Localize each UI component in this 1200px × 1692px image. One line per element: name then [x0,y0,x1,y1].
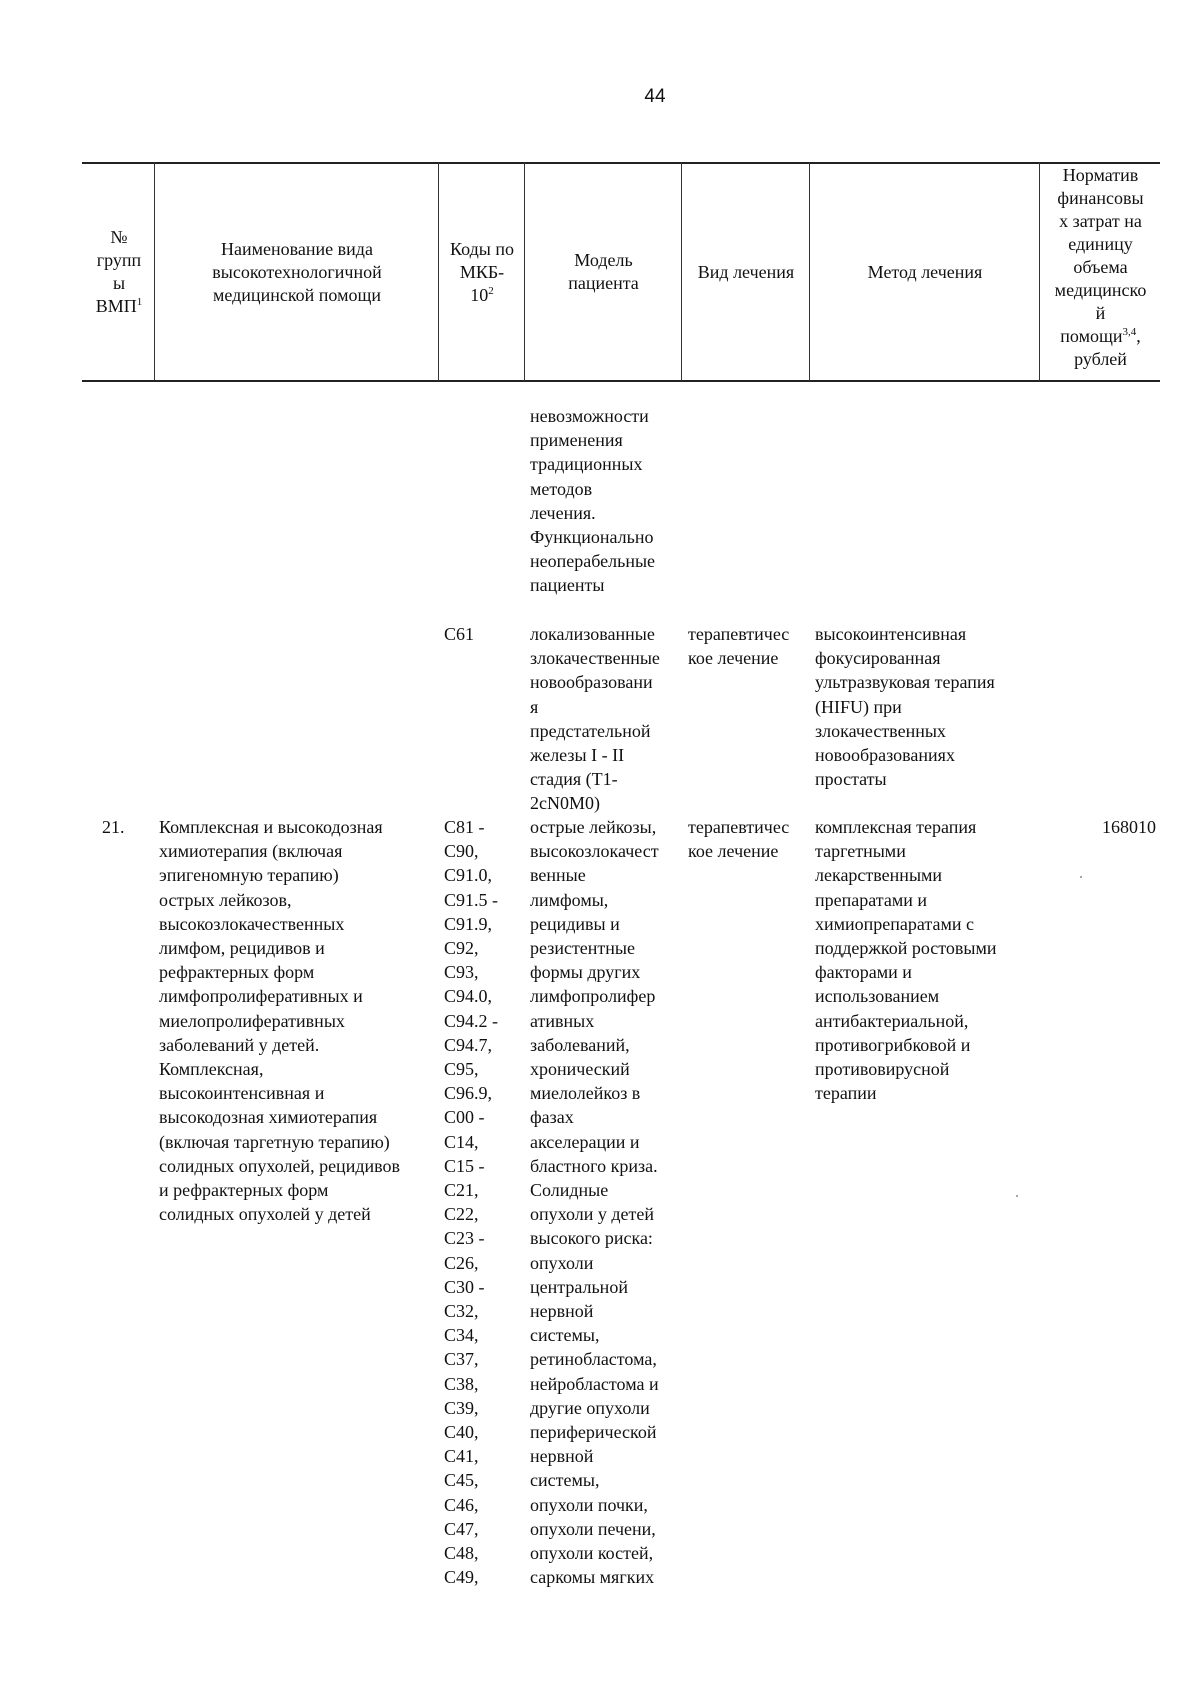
cell-line: C41, [444,1446,479,1467]
cell-line: противогрибковой и [815,1034,971,1055]
cell-line: нейробластома и [530,1373,659,1394]
cell-line: C46, [444,1494,479,1515]
cell-line: препаратами и [815,889,927,910]
cell-line: противовирусной [815,1059,950,1080]
header-treatment-method [811,164,1039,380]
cell-line: я [530,696,539,717]
cell-line: железы I - II [530,745,625,766]
cell-line: химиопрепаратами с [815,913,975,934]
footnote-marker: 1 [136,296,143,308]
header-text: медицинско [1054,280,1147,300]
header-text: ВМП [95,296,137,316]
cell-line: (включая таргетную терапию) [159,1131,390,1152]
cell-line: солидных опухолей, рецидивов [159,1155,400,1176]
cell-line: C37, [444,1349,479,1370]
header-text: помощи [1060,326,1123,346]
cell-line: ативных [530,1010,595,1031]
cell-line: солидных опухолей у детей [159,1204,371,1225]
cell-line: формы других [530,962,641,983]
cell-line: комплексная терапия [815,817,977,837]
cell-line: использованием [815,986,940,1007]
cell-line: невозможности [530,406,649,426]
scan-speck [1080,876,1082,878]
cell-line: опухоли [530,1252,594,1273]
header-text: Коды по [450,238,514,259]
header-text: Наименование вида [221,238,373,259]
cell-line: другие опухоли [530,1397,650,1418]
cell-line: C81 - [444,817,485,837]
cell-line: ретинобластома, [530,1349,657,1370]
cell-line: терапевтичес [688,624,790,644]
cell-line: рефрактерных форм [159,962,315,983]
header-icd-codes [440,164,524,380]
cell-line: C48, [444,1543,479,1564]
header-text: единицу [1068,234,1133,254]
footnote-marker: 3,4 [1122,326,1137,338]
header-cost-norm: Норматив финансовы х затрат на единицу объема медицинско й помощи$^{3,4}$, рублей [1054,165,1147,369]
cell-line: миелолейкоз в [530,1083,641,1104]
cell-line: C21, [444,1180,479,1201]
cell-line: методов [530,478,593,499]
cell-line: Функционально [530,527,654,548]
cell-line: заболеваний, [530,1034,630,1055]
cell-line: высокозлокачественных [159,913,345,934]
cell-line: C90, [444,841,479,862]
cell-line: кое лечение [688,648,779,669]
cell-line: C15 - [444,1155,485,1176]
cell-line: лекарственными [815,865,943,886]
cell-line: C92, [444,938,479,959]
header-group-number [84,164,154,380]
header-text: й [1095,303,1106,323]
header-text: 10 [470,284,489,305]
cell-line: высокоинтенсивная [815,624,967,644]
header-text: рублей [1074,349,1127,369]
cell-line: акселерации и [530,1131,640,1152]
cell-line: и рефрактерных форм [159,1180,329,1201]
table-header-bottom-rule [82,380,1160,382]
header-text: х затрат на [1059,211,1142,231]
cell-line: высокодозная химиотерапия [159,1107,378,1128]
cell-line: C93, [444,962,479,983]
header-patient-model [526,164,681,380]
cell-line: C14, [444,1131,479,1152]
row-2-icd-codes [444,815,524,1590]
cell-line: злокачественных [815,720,946,741]
cell-line: нервной [530,1446,594,1467]
cell-line: фазах [530,1107,574,1128]
cell-line: опухоли костей, [530,1543,654,1564]
cell-line: Комплексная и высокодозная [159,817,383,837]
header-text: высокотехнологичной [212,261,382,282]
cell-line: C45, [444,1470,479,1491]
cell-line: опухоли у детей [530,1204,654,1225]
header-text: ы [112,273,126,293]
cell-line: высокоинтенсивная и [159,1083,325,1104]
cell-line: C94.0, [444,986,493,1007]
footnote-marker: 2 [488,284,494,297]
header-text: пациента [568,273,639,293]
cell-line: злокачественные [530,648,660,669]
header-text: групп [96,250,142,270]
cell-line: C96.9, [444,1083,493,1104]
cell-line: C91.0, [444,865,493,886]
cell-line: заболеваний у детей. [159,1034,320,1055]
cell-line: лимфопролиферативных и [159,986,363,1007]
header-text: № [110,227,128,247]
cell-line: миелопролиферативных [159,1010,345,1031]
cell-line: C61 [444,624,475,644]
cell-line: венные [530,865,586,886]
cell-line: стадия (T1- [530,769,618,790]
cell-line: лечения. [530,502,596,523]
cell-line: C39, [444,1397,479,1418]
row-2-patient-model [530,815,680,1590]
header-treatment-type [683,164,809,380]
cell-line: C23 - [444,1228,485,1249]
cell-line: таргетными [815,841,906,862]
cell-line: ультразвуковая терапия [815,672,995,693]
cell-line: нервной [530,1301,594,1322]
cell-line: новообразованиях [815,745,955,766]
page-number: 44 [644,86,666,107]
header-text: финансовы [1057,188,1144,208]
cell-line: C91.9, [444,913,493,934]
cell-line: высокозлокачест [530,841,659,862]
cell-line: C94.2 - [444,1010,498,1031]
header-text: Модель [574,250,633,270]
cell-line: применения [530,430,623,451]
cell-line: C32, [444,1301,479,1322]
cell-line: C38, [444,1373,479,1394]
cell-line: антибактериальной, [815,1010,969,1031]
cell-line: фокусированная [815,648,941,669]
cell-line: лимфом, рецидивов и [159,938,325,959]
cell-line: лимфопролифер [530,986,656,1007]
cell-line: C30 - [444,1276,485,1297]
cell-line: Солидные [530,1180,609,1201]
cell-line: терапевтичес [688,817,790,837]
cell-line: (HIFU) при [815,696,902,717]
cell-line: терапии [815,1083,877,1104]
header-care-type [156,164,438,380]
cell-line: периферической [530,1422,657,1443]
cell-line: опухоли печени, [530,1518,656,1539]
cell-line: C26, [444,1252,479,1273]
header-text: Норматив [1062,165,1139,185]
cell-line: эпигеномную терапию) [159,865,339,886]
row-2-cost: 168010 [1102,817,1156,837]
cell-line: лимфомы, [530,889,609,910]
cell-line: системы, [530,1325,600,1346]
row-1-icd-codes [444,622,524,646]
row-1-patient-model [530,622,680,816]
header-text: объема [1073,257,1128,277]
cell-line: неоперабельные [530,551,656,572]
cell-line: локализованные [530,624,655,644]
row-1-treatment-method [815,622,1037,791]
cell-line: C91.5 - [444,889,498,910]
cell-line: C40, [444,1422,479,1443]
cell-line: опухоли почки, [530,1494,648,1515]
row-0-patient-model [530,404,680,598]
scan-speck [1016,1195,1018,1197]
cell-line: традиционных [530,454,643,475]
cell-line: C34, [444,1325,479,1346]
cell-line: резистентные [530,938,636,959]
cell-line: острые лейкозы, [530,817,657,837]
cell-line: простаты [815,769,887,790]
cell-line: поддержкой ростовыми [815,938,997,959]
cell-line: бластного криза. [530,1155,658,1176]
cell-line: рецидивы и [530,913,620,934]
row-2-group-number: 21. [102,817,125,837]
cell-line: C22, [444,1204,479,1225]
cell-line: хронический [530,1059,630,1080]
cell-line: предстательной [530,720,651,741]
cell-line: C00 - [444,1107,485,1128]
row-1-treatment-type [688,622,808,670]
row-2-treatment-method [815,815,1037,1105]
row-2-treatment-type [688,815,808,863]
cell-line: 2cN0M0) [530,793,600,814]
cell-line: центральной [530,1276,628,1297]
cell-line: C49, [444,1567,479,1588]
cell-line: саркомы мягких [530,1567,655,1588]
header-text: МКБ- [459,261,505,282]
row-2-care-type [159,815,437,1226]
header-text: Вид лечения [697,261,795,282]
cell-line: C94.7, [444,1034,493,1055]
cell-line: высокого риска: [530,1228,653,1249]
cell-line: C47, [444,1518,479,1539]
cell-line: кое лечение [688,841,779,862]
cell-line: новообразовани [530,672,653,693]
header-text: Метод лечения [867,261,983,282]
header-text: медицинской помощи [213,284,381,305]
cell-line: острых лейкозов, [159,889,292,910]
cell-line: C95, [444,1059,479,1080]
cell-line: Комплексная, [159,1059,264,1080]
cell-line: пациенты [530,575,605,596]
cell-line: системы, [530,1470,600,1491]
cell-line: химиотерапия (включая [159,841,343,862]
cell-line: факторами и [815,962,912,983]
